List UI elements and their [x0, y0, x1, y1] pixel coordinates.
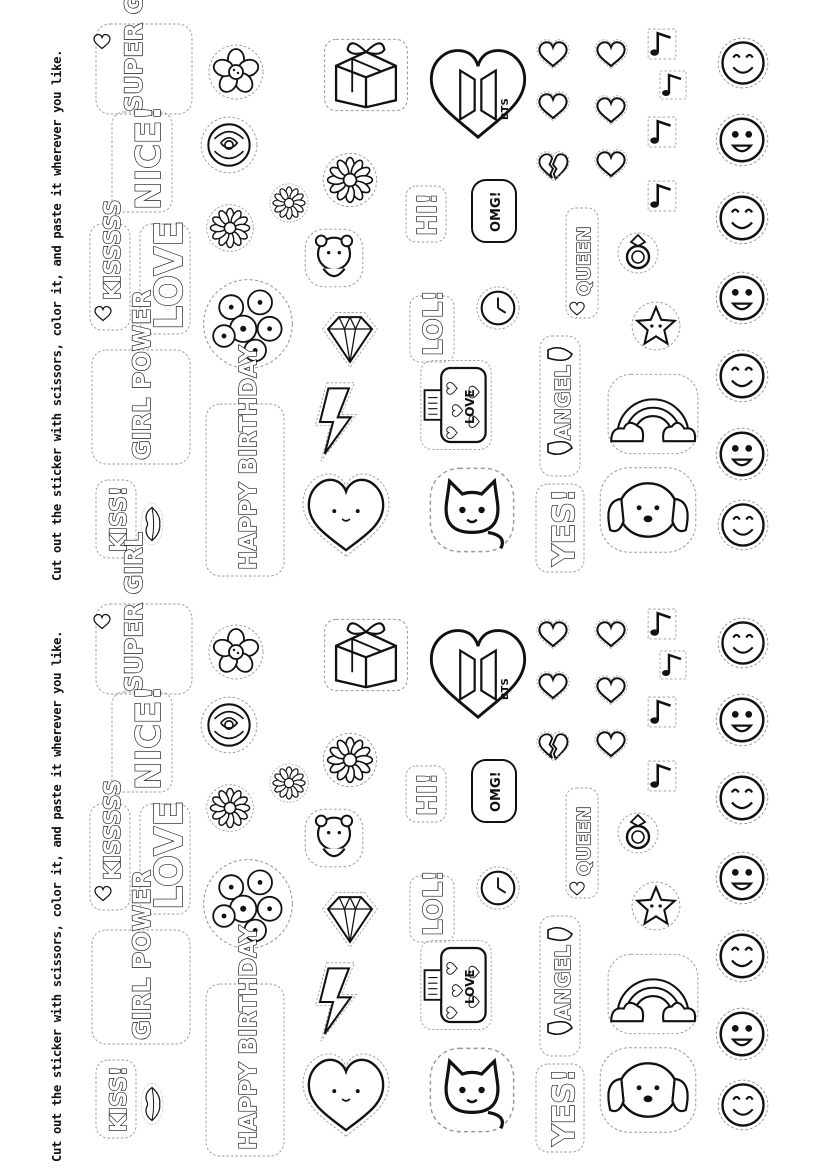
sticker-sheet-top-half	[90, 0, 768, 576]
sticker-sheet-bottom-half	[90, 532, 768, 1156]
instruction-text-top: Cut out the sticker with scissors, color it, and paste it wherever you like.	[50, 49, 64, 581]
instruction-text-bottom: Cut out the sticker with scissors, color it, and paste it wherever you like.	[50, 630, 64, 1162]
